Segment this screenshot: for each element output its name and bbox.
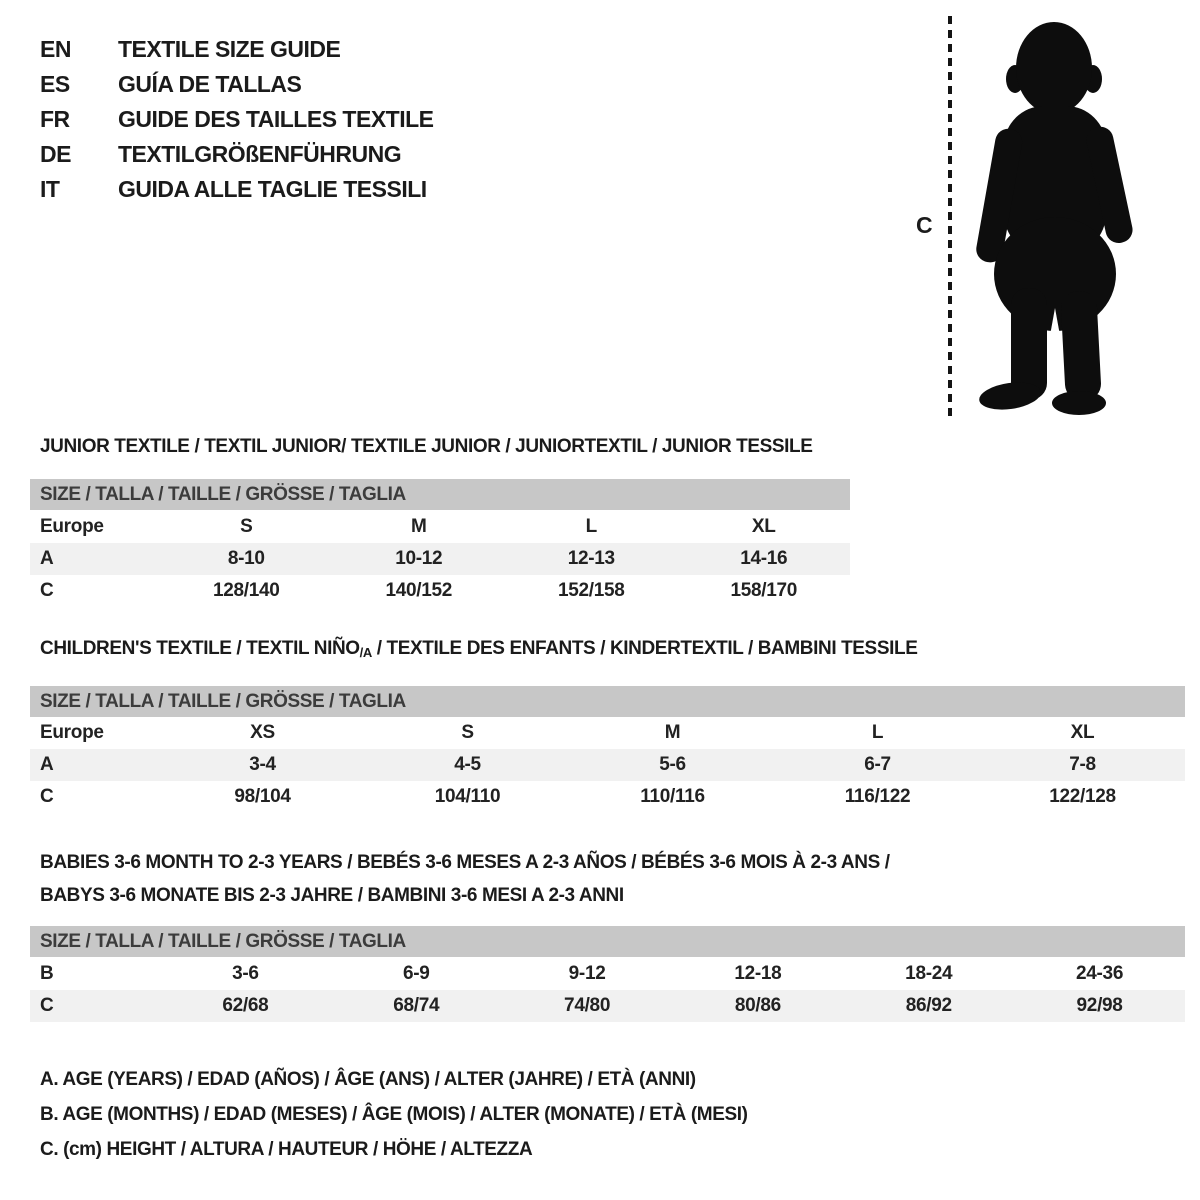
table-row	[30, 717, 1185, 749]
table-row	[30, 990, 1185, 1022]
guide-title: GUÍA DE TALLAS	[118, 71, 302, 97]
size-value-cell: 152/158	[557, 580, 625, 601]
size-value-cell: 6-9	[402, 963, 430, 984]
size-value-cell: 12-18	[734, 963, 782, 984]
language-code: DE	[40, 141, 71, 167]
language-title-list	[40, 32, 434, 207]
size-value-cell: 10-12	[395, 548, 443, 569]
size-value-cell: S	[461, 722, 474, 743]
size-value-cell: 62/68	[222, 995, 269, 1016]
size-value-cell: XL	[751, 516, 776, 537]
language-code: FR	[40, 106, 70, 132]
language-row	[40, 32, 434, 67]
size-value-cell: 3-6	[232, 963, 259, 984]
height-dashed-line	[948, 16, 952, 416]
row-label: C	[40, 580, 54, 601]
size-value-cell: 24-36	[1076, 963, 1124, 984]
table-row	[30, 575, 850, 607]
size-value-cell: 86/92	[905, 995, 952, 1016]
row-label: A	[40, 754, 54, 775]
size-value-cell: 98/104	[234, 786, 291, 807]
language-row	[40, 67, 434, 102]
size-value-cell: 8-10	[227, 548, 265, 569]
children-title-after: / TEXTILE DES ENFANTS / KINDERTEXTIL / BAMBINI TESSILE	[371, 638, 918, 659]
size-value-cell: 122/128	[1049, 786, 1116, 807]
size-value-cell: 12-13	[567, 548, 615, 569]
children-size-header-bar: SIZE / TALLA / TAILLE / GRÖSSE / TAGLIA	[30, 686, 1185, 717]
language-code: IT	[40, 176, 60, 202]
babies-size-header-bar: SIZE / TALLA / TAILLE / GRÖSSE / TAGLIA	[30, 926, 1185, 957]
size-value-cell: 6-7	[864, 754, 891, 775]
size-value-cell: 140/152	[385, 580, 453, 601]
children-title-before: CHILDREN'S TEXTILE / TEXTIL NIÑO	[40, 638, 360, 659]
size-value-cell: 7-8	[1069, 754, 1096, 775]
legend	[40, 1062, 748, 1167]
babies-section-title	[40, 846, 890, 912]
row-label: A	[40, 548, 54, 569]
size-value-cell: 128/140	[212, 580, 280, 601]
guide-title: GUIDA ALLE TAGLIE TESSILI	[118, 176, 427, 202]
language-code: EN	[40, 36, 71, 62]
size-value-cell: 18-24	[905, 963, 953, 984]
language-row	[40, 102, 434, 137]
size-value-cell: M	[664, 722, 681, 743]
row-label: Europe	[40, 722, 104, 743]
children-size-table	[30, 717, 1185, 813]
size-value-cell: 104/110	[434, 786, 501, 807]
table-row	[30, 958, 1185, 990]
size-value-cell: 14-16	[740, 548, 788, 569]
guide-title: TEXTILE SIZE GUIDE	[118, 36, 341, 62]
junior-size-table	[30, 511, 850, 607]
size-value-cell: 4-5	[454, 754, 481, 775]
babies-title-line1: BABIES 3-6 MONTH TO 2-3 YEARS / BEBÉS 3-6 MESES A 2-3 AÑOS / BÉBÉS 3-6 MOIS À 2-3 ANS /	[40, 852, 890, 873]
language-row	[40, 172, 434, 207]
size-value-cell: 80/86	[734, 995, 781, 1016]
babies-title-line2: BABYS 3-6 MONATE BIS 2-3 JAHRE / BAMBINI 3-6 MESI A 2-3 ANNI	[40, 885, 624, 906]
language-code: ES	[40, 71, 70, 97]
junior-section-title: JUNIOR TEXTILE / TEXTIL JUNIOR/ TEXTILE JUNIOR / JUNIORTEXTIL / JUNIOR TESSILE	[40, 436, 813, 457]
size-value-cell: L	[871, 722, 884, 743]
row-label: C	[40, 995, 54, 1016]
size-value-cell: 92/98	[1076, 995, 1123, 1016]
children-section-title	[40, 638, 917, 660]
legend-line-c: C. (cm) HEIGHT / ALTURA / HAUTEUR / HÖHE / ALTEZZA	[40, 1139, 533, 1160]
size-value-cell: S	[240, 516, 253, 537]
size-value-cell: XL	[1070, 722, 1095, 743]
size-value-cell: L	[585, 516, 597, 537]
size-value-cell: XS	[250, 722, 275, 743]
size-value-cell: M	[410, 516, 427, 537]
size-value-cell: 74/80	[564, 995, 611, 1016]
language-row	[40, 137, 434, 172]
junior-size-header-bar: SIZE / TALLA / TAILLE / GRÖSSE / TAGLIA	[30, 479, 850, 510]
size-value-cell: 3-4	[249, 754, 276, 775]
table-row	[30, 543, 850, 575]
table-row	[30, 749, 1185, 781]
size-value-cell: 68/74	[393, 995, 440, 1016]
size-value-cell: 116/122	[844, 786, 911, 807]
size-value-cell: 158/170	[730, 580, 798, 601]
size-value-cell: 110/116	[640, 786, 705, 807]
toddler-silhouette-icon	[962, 16, 1137, 421]
guide-title: TEXTILGRÖßENFÜHRUNG	[118, 141, 402, 167]
row-label: C	[40, 786, 54, 807]
table-row	[30, 511, 850, 543]
height-measure-label: C	[916, 212, 933, 238]
babies-size-table	[30, 958, 1185, 1022]
legend-line-b: B. AGE (MONTHS) / EDAD (MESES) / ÂGE (MOIS) / ALTER (MONATE) / ETÀ (MESI)	[40, 1104, 748, 1125]
guide-title: GUIDE DES TAILLES TEXTILE	[118, 106, 434, 132]
size-value-cell: 9-12	[568, 963, 606, 984]
legend-line-a: A. AGE (YEARS) / EDAD (AÑOS) / ÂGE (ANS) / ALTER (JAHRE) / ETÀ (ANNI)	[40, 1069, 696, 1090]
size-value-cell: 5-6	[659, 754, 686, 775]
table-row	[30, 781, 1185, 813]
row-label: Europe	[40, 516, 104, 537]
row-label: B	[40, 963, 54, 984]
children-title-sub: /A	[359, 645, 372, 660]
